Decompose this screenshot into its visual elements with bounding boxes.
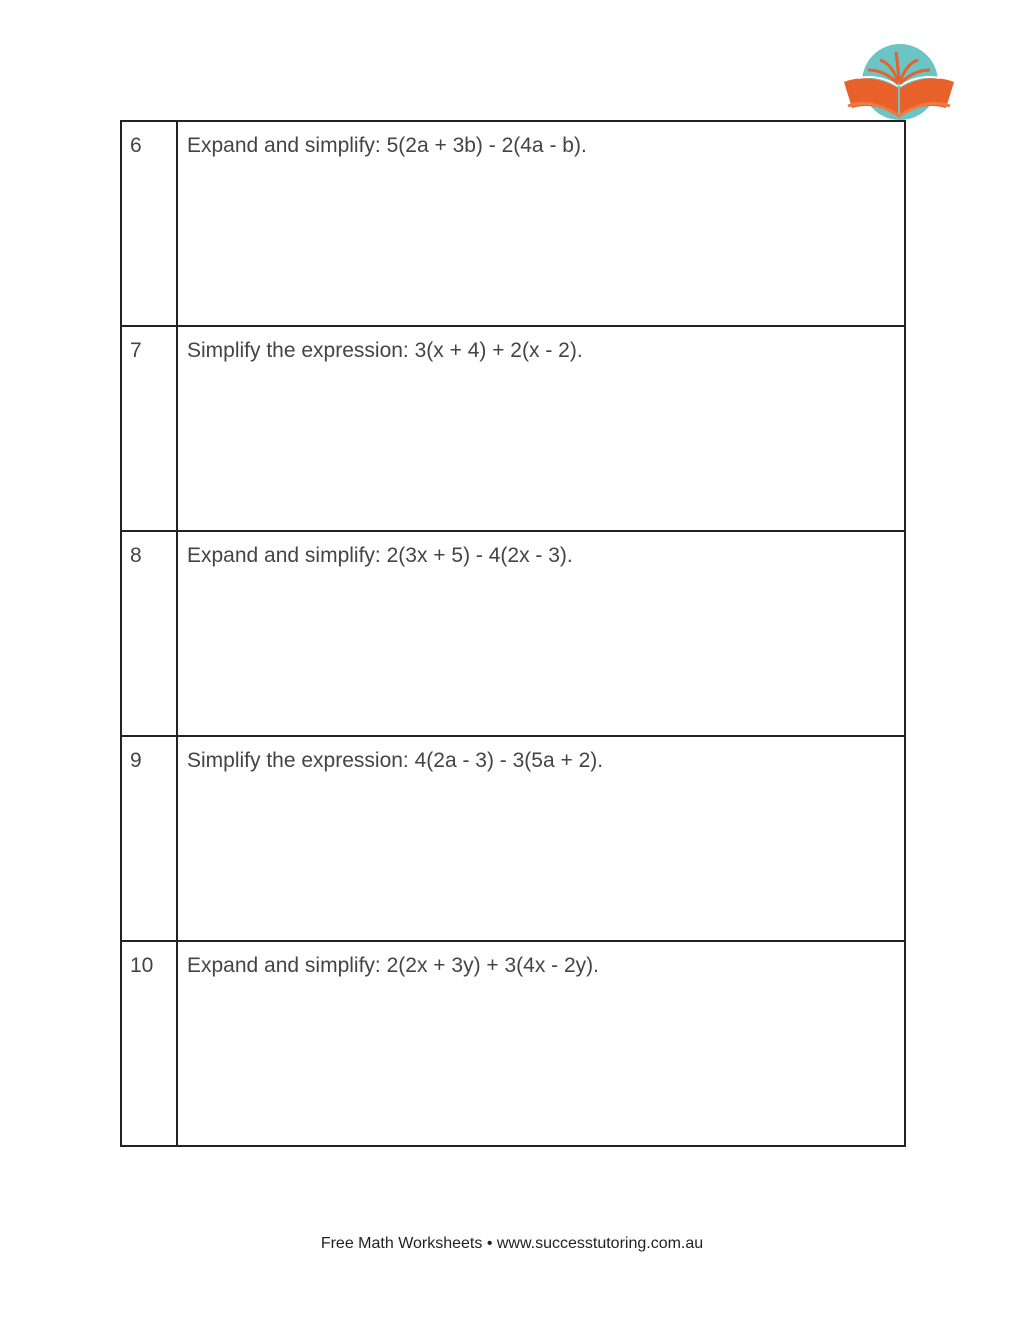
question-number-cell bbox=[121, 531, 177, 736]
question-number: 9 bbox=[130, 749, 142, 772]
question-number: 7 bbox=[130, 339, 142, 362]
table-row bbox=[121, 531, 905, 736]
question-cell bbox=[177, 326, 905, 531]
question-text: Expand and simplify: 2(2x + 3y) + 3(4x - 2y). bbox=[187, 954, 600, 977]
question-cell bbox=[177, 941, 905, 1146]
question-number: 6 bbox=[130, 134, 142, 157]
question-number-cell bbox=[121, 121, 177, 326]
table-row bbox=[121, 326, 905, 531]
question-cell bbox=[177, 736, 905, 941]
question-text: Expand and simplify: 5(2a + 3b) - 2(4a - b). bbox=[187, 134, 587, 157]
question-cell bbox=[177, 121, 905, 326]
table-row bbox=[121, 736, 905, 941]
question-number-cell bbox=[121, 736, 177, 941]
question-text: Expand and simplify: 2(3x + 5) - 4(2x - 3). bbox=[187, 544, 573, 567]
question-text: Simplify the expression: 4(2a - 3) - 3(5a + 2). bbox=[187, 749, 604, 772]
question-number-cell bbox=[121, 326, 177, 531]
question-text: Simplify the expression: 3(x + 4) + 2(x - 2). bbox=[187, 339, 583, 362]
table-row bbox=[121, 121, 905, 326]
question-number-cell bbox=[121, 941, 177, 1146]
question-cell bbox=[177, 531, 905, 736]
footer-text: Free Math Worksheets • www.successtutoring.com.au bbox=[320, 1235, 704, 1252]
question-number: 10 bbox=[130, 954, 154, 977]
worksheet-table bbox=[120, 120, 906, 1147]
question-number: 8 bbox=[130, 544, 142, 567]
table-row bbox=[121, 941, 905, 1146]
book-logo bbox=[840, 44, 958, 120]
